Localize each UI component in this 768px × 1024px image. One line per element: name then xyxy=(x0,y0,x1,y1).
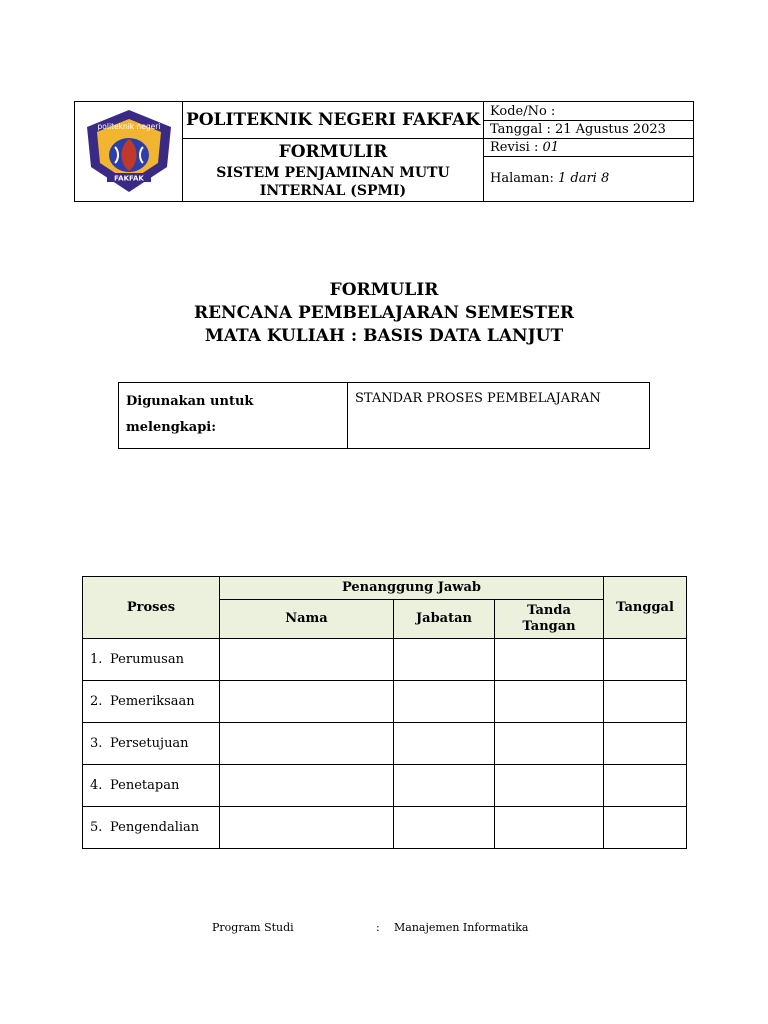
col-tanda-tangan-header xyxy=(495,600,604,639)
jabatan-cell[interactable] xyxy=(394,807,495,849)
process-label: Persetujuan xyxy=(110,736,189,751)
process-label: Penetapan xyxy=(110,778,180,793)
institution-logo xyxy=(81,107,177,195)
tanggal-cell[interactable] xyxy=(604,807,687,849)
usage-box xyxy=(118,382,650,449)
revisi-value: 01 xyxy=(542,140,560,155)
footer-value: Manajemen Informatika xyxy=(394,921,529,934)
jabatan-cell[interactable] xyxy=(394,681,495,723)
revisi-row xyxy=(484,139,693,157)
tanda-tangan-cell[interactable] xyxy=(495,807,604,849)
process-label: Pemeriksaan xyxy=(110,694,195,709)
process-cell xyxy=(83,639,220,681)
header-divider xyxy=(183,138,483,139)
header-title-cell xyxy=(183,102,484,201)
revisi-label: Revisi : xyxy=(490,140,543,155)
nama-cell[interactable] xyxy=(220,765,394,807)
nama-cell[interactable] xyxy=(220,807,394,849)
process-label: Perumusan xyxy=(110,652,184,667)
jabatan-cell[interactable] xyxy=(394,639,495,681)
nama-cell[interactable] xyxy=(220,639,394,681)
institution-name: POLITEKNIK NEGERI FAKFAK xyxy=(185,110,481,130)
logo-text-bottom: FAKFAK xyxy=(114,174,144,183)
tanda-tangan-cell[interactable] xyxy=(495,639,604,681)
title-line-3: MATA KULIAH : BASIS DATA LANJUT xyxy=(204,326,564,346)
usage-label xyxy=(119,383,348,448)
logo-text-top: politeknik negeri xyxy=(97,122,161,131)
logo-cell xyxy=(75,102,183,201)
document-header xyxy=(74,101,694,202)
process-cell xyxy=(83,723,220,765)
col-tanda-line-2: Tangan xyxy=(522,619,576,634)
col-penanggung-jawab-header: Penanggung Jawab xyxy=(220,577,604,600)
col-tanggal-header: Tanggal xyxy=(604,577,687,639)
tanggal-row xyxy=(484,121,693,139)
footer-separator: : xyxy=(376,921,380,934)
jabatan-cell[interactable] xyxy=(394,723,495,765)
col-jabatan-header: Jabatan xyxy=(394,600,495,639)
table-header-row xyxy=(83,577,687,600)
system-line-2: INTERNAL (SPMI) xyxy=(259,183,407,199)
table-row xyxy=(83,807,687,849)
process-cell xyxy=(83,681,220,723)
col-tanda-line-1: Tanda xyxy=(527,603,571,618)
usage-value: STANDAR PROSES PEMBELAJARAN xyxy=(355,391,601,406)
tanggal-cell[interactable] xyxy=(604,765,687,807)
tanggal-label: Tanggal : xyxy=(490,122,555,137)
title-line-1: FORMULIR xyxy=(329,280,439,300)
tanggal-cell[interactable] xyxy=(604,723,687,765)
table-row xyxy=(83,681,687,723)
table-row xyxy=(83,723,687,765)
usage-label-line-2: melengkapi: xyxy=(126,420,217,435)
halaman-value: 1 dari 8 xyxy=(557,171,610,186)
system-name xyxy=(183,164,483,200)
kode-label: Kode/No : xyxy=(490,104,556,119)
process-number: 5. xyxy=(90,820,103,835)
process-label: Pengendalian xyxy=(110,820,200,835)
tanda-tangan-cell[interactable] xyxy=(495,681,604,723)
tanggal-cell[interactable] xyxy=(604,639,687,681)
col-nama-header: Nama xyxy=(220,600,394,639)
process-table xyxy=(82,576,687,849)
footer-label: Program Studi xyxy=(212,921,294,934)
tanggal-value: 21 Agustus 2023 xyxy=(554,122,666,137)
jabatan-cell[interactable] xyxy=(394,765,495,807)
process-cell xyxy=(83,807,220,849)
process-number: 3. xyxy=(90,736,103,751)
table-row xyxy=(83,765,687,807)
system-line-1: SISTEM PENJAMINAN MUTU xyxy=(216,165,450,181)
process-cell xyxy=(83,765,220,807)
process-number: 4. xyxy=(90,778,103,793)
process-number: 1. xyxy=(90,652,103,667)
halaman-label: Halaman: xyxy=(490,171,558,186)
form-label: FORMULIR xyxy=(278,142,388,162)
title-line-2: RENCANA PEMBELAJARAN SEMESTER xyxy=(193,303,575,323)
tanda-tangan-cell[interactable] xyxy=(495,723,604,765)
nama-cell[interactable] xyxy=(220,723,394,765)
kode-row xyxy=(484,102,693,121)
document-title xyxy=(0,279,768,348)
col-proses-header: Proses xyxy=(83,577,220,639)
table-row xyxy=(83,639,687,681)
tanggal-cell[interactable] xyxy=(604,681,687,723)
halaman-row xyxy=(484,157,693,201)
nama-cell[interactable] xyxy=(220,681,394,723)
header-meta-cell xyxy=(484,102,693,201)
usage-label-line-1: Digunakan untuk xyxy=(126,394,254,409)
process-number: 2. xyxy=(90,694,103,709)
tanda-tangan-cell[interactable] xyxy=(495,765,604,807)
